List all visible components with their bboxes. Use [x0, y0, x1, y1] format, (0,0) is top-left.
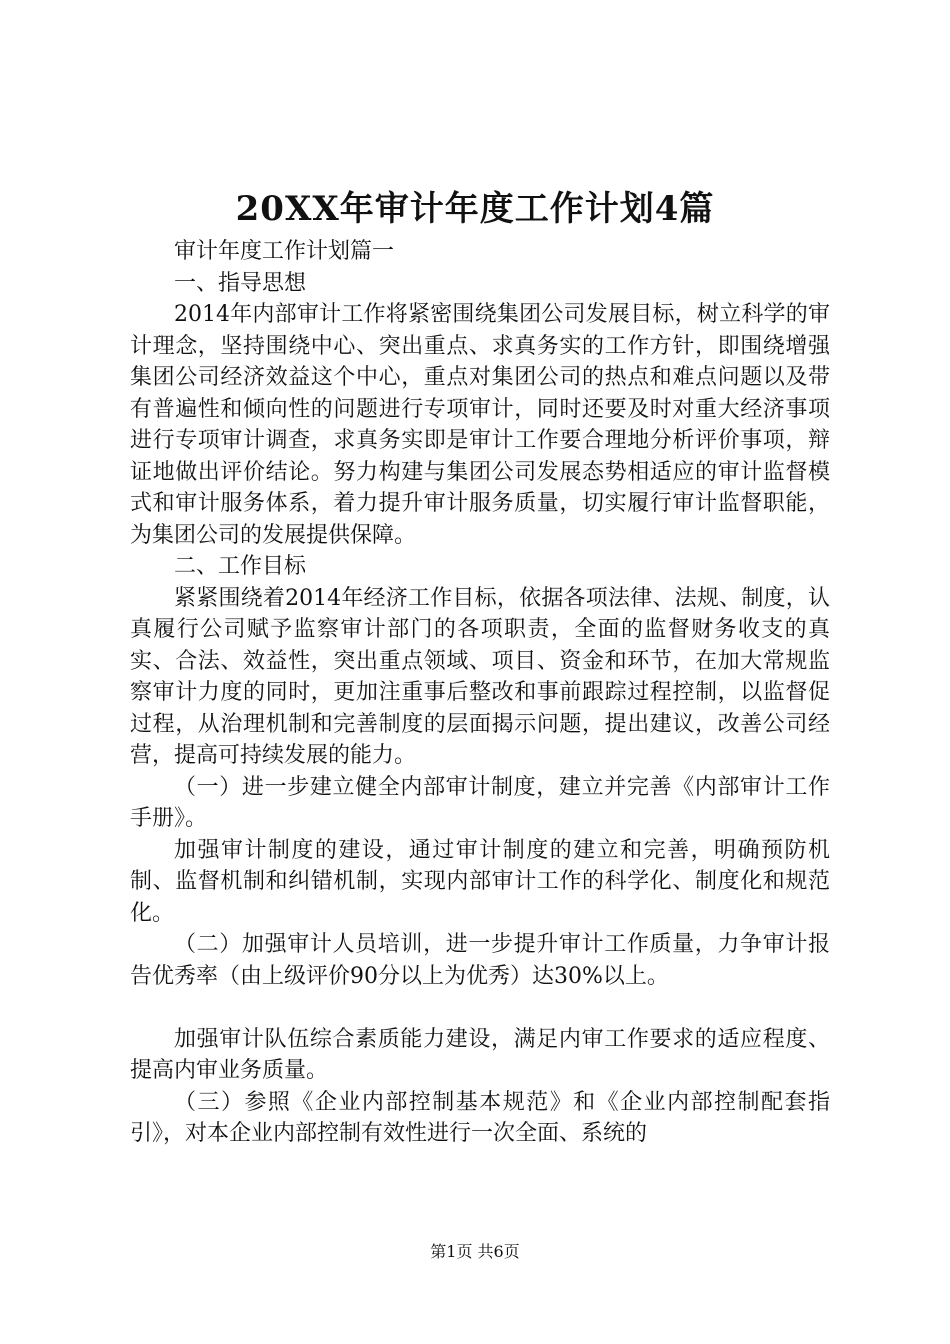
body-paragraph: （一）进一步建立健全内部审计制度，建立并完善《内部审计工作手册》。	[130, 774, 830, 831]
page-number-footer: 第1页 共6页	[430, 1242, 520, 1261]
body-paragraph: （三）参照《企业内部控制基本规范》和《企业内部控制配套指引》，对本企业内部控制有效性进行一次全面、系统的	[130, 1089, 830, 1146]
body-paragraph: 加强审计制度的建设，通过审计制度的建立和完善，明确预防机制、监督机制和纠错机制，实现内部审计工作的科学化、制度化和规范化。	[130, 837, 830, 926]
body-paragraph: 加强审计队伍综合素质能力建设，满足内审工作要求的适应程度、提高内审业务质量。	[130, 1026, 830, 1083]
subsection-heading: 二、工作目标	[174, 554, 307, 579]
document-body	[130, 236, 830, 1150]
document-title: 20XX年审计年度工作计划4篇	[235, 189, 715, 229]
subsection-heading: 一、指导思想	[174, 270, 307, 296]
section-heading: 审计年度工作计划篇一	[174, 239, 395, 264]
body-paragraph: 2014年内部审计工作将紧密围绕集团公司发展目标，树立科学的审计理念，坚持围绕中心、突出重点、求真务实的工作方针，即围绕增强集团公司经济效益这个中心，重点对集团公司的热点和难点问题以及带有普遍性和倾向性的问题进行专项审计，同时还要及时对重大经济事项进行专项审计调查，求真务实即是审计工作要合理地分析评价事项，辩证地做出评价结论。努力构建与集团公司发展态势相适应的审计监督模式和审计服务体系，着力提升审计服务质量，切实履行审计监督职能，为集团公司的发展提供保障。	[130, 302, 830, 548]
body-paragraph: （二）加强审计人员培训，进一步提升审计工作质量，力争审计报告优秀率（由上级评价90分以上为优秀）达30%以上。	[130, 932, 830, 989]
body-paragraph: 紧紧围绕着2014年经济工作目标，依据各项法律、法规、制度，认真履行公司赋予监察审计部门的各项职责，全面的监督财务收支的真实、合法、效益性，突出重点领域、项目、资金和环节，在加大常规监察审计力度的同时，更加注重事后整改和事前跟踪过程控制，以监督促过程，从治理机制和完善制度的层面揭示问题，提出建议，改善公司经营，提高可持续发展的能力。	[130, 585, 830, 768]
